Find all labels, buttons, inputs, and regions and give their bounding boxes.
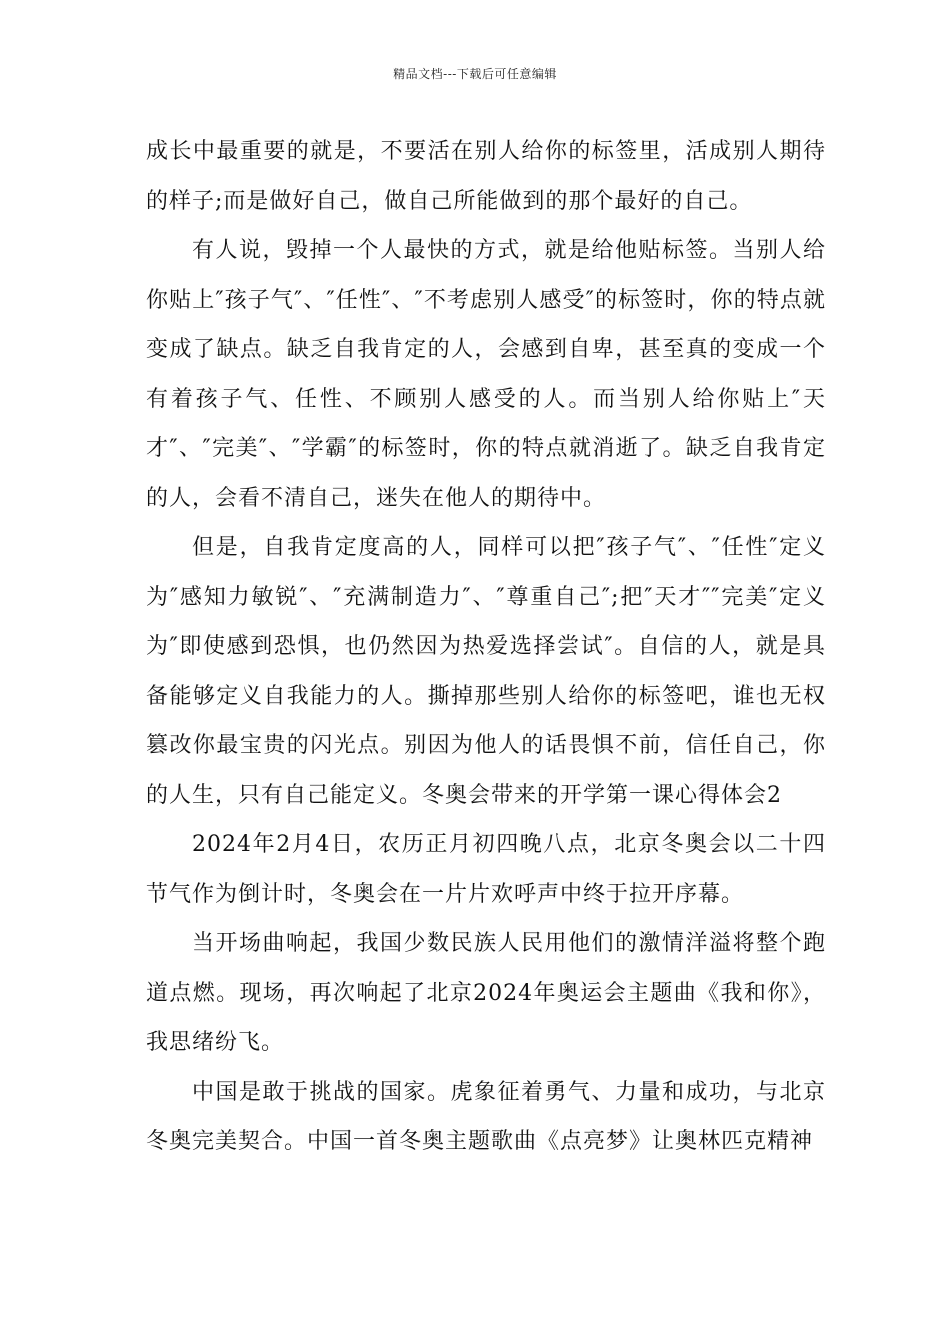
paragraph-5: 当开场曲响起，我国少数民族人民用他们的激情洋溢将整个跑道点燃。现场，再次响起了北京2024年奥运会主题曲《我和你》，我思绪纷飞。 — [146, 931, 826, 1055]
paragraph-4: 2024年2月4日，农历正月初四晚八点，北京冬奥会以二十四节气作为倒计时，冬奥会在一片片欢呼声中终于拉开序幕。 — [146, 832, 826, 907]
paragraph-3: 但是，自我肯定度高的人，同样可以把″孩子气″、″任性″定义为″感知力敏锐″、″充满制造力″、″尊重自己″;把″天才″″完美″定义为″即使感到恐惧，也仍然因为热爱选择尝试″。自信的人，就是具备能够定义自我能力的人。撕掉那些别人给你的标签吧，谁也无权篡改你最宝贵的闪光点。别因为他人的话畏惧不前，信任自己，你的人生，只有自己能定义。冬奥会带来的开学第一课心得体会2 — [146, 535, 826, 808]
paragraph-2: 有人说，毁掉一个人最快的方式，就是给他贴标签。当别人给你贴上″孩子气″、″任性″、″不考虑别人感受″的标签时，你的特点就变成了缺点。缺乏自我肯定的人，会感到自卑，甚至真的变成一个有着孩子气、任性、不顾别人感受的人。而当别人给你贴上″天才″、″完美″、″学霸″的标签时，你的特点就消逝了。缺乏自我肯定的人，会看不清自己，迷失在他人的期待中。 — [146, 238, 826, 511]
paragraph-6: 中国是敢于挑战的国家。虎象征着勇气、力量和成功，与北京冬奥完美契合。中国一首冬奥主题歌曲《点亮梦》让奥林匹克精神 — [146, 1079, 826, 1154]
paragraph-1: 成长中最重要的就是，不要活在别人给你的标签里，活成别人期待的样子;而是做好自己，做自己所能做到的那个最好的自己。 — [146, 139, 826, 214]
document-body — [146, 127, 826, 1167]
page-header: 精品文档---下载后可任意编辑 — [393, 67, 557, 81]
